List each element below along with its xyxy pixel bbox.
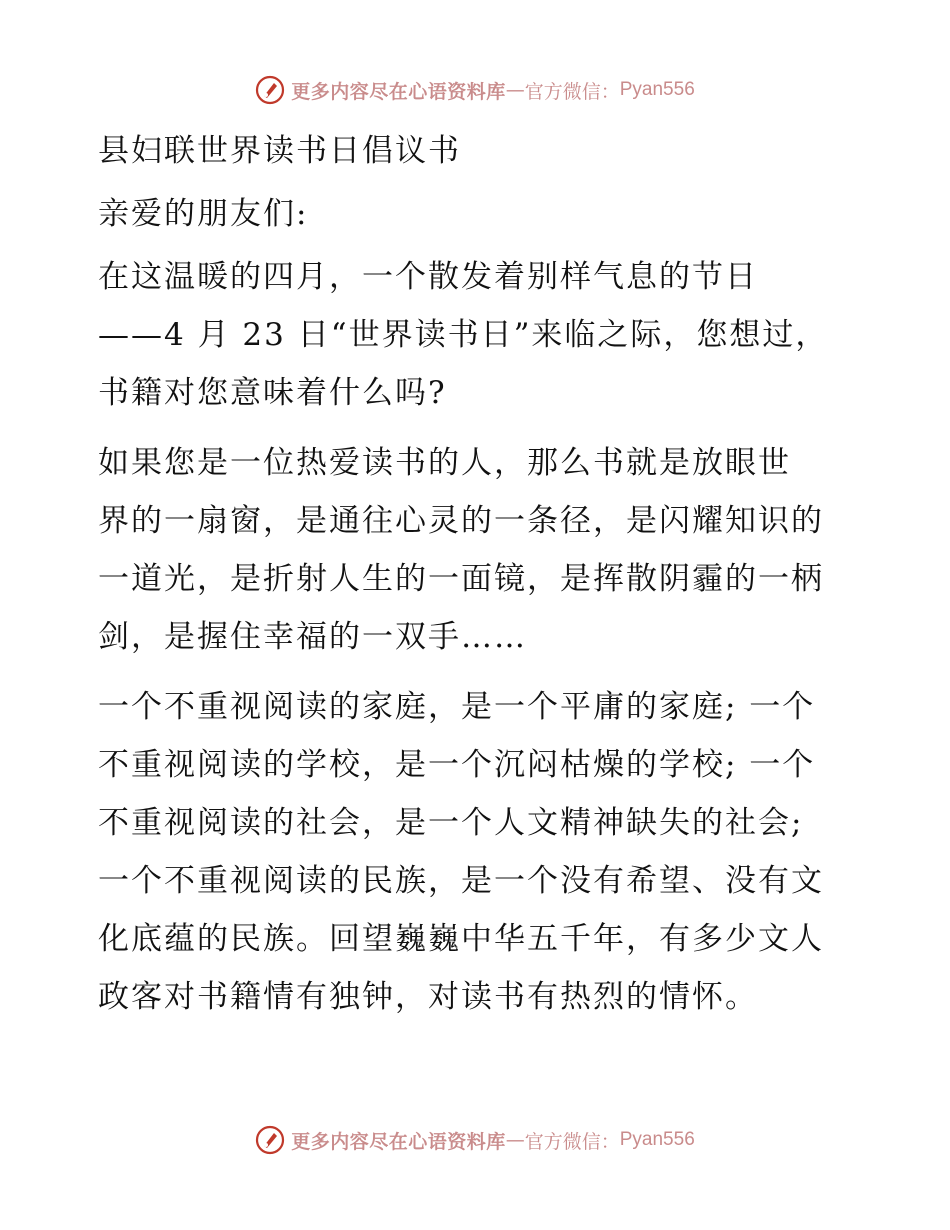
paragraph-line: 剑，是握住幸福的一双手…… <box>98 619 527 655</box>
paragraph-line: 一个不重视阅读的民族，是一个没有希望、没有文 <box>98 863 824 899</box>
banner-dash: — <box>505 1129 525 1151</box>
banner-slogan: 更多内容尽在心语资料库 <box>291 1130 506 1153</box>
paragraph-line: 书籍对您意味着什么吗? <box>98 375 447 411</box>
paragraph-line: 界的一扇窗，是通往心灵的一条径，是闪耀知识的 <box>98 503 824 539</box>
header-banner <box>0 70 950 110</box>
banner-wechat-id: Pyan556 <box>619 79 695 100</box>
greeting: 亲爱的朋友们: <box>98 196 309 232</box>
banner-slogan: 更多内容尽在心语资料库 <box>291 80 506 103</box>
footer-banner <box>0 1120 950 1160</box>
document-body <box>98 122 852 1026</box>
paragraph-line: 政客对书籍情有独钟，对读书有热烈的情怀。 <box>98 979 758 1015</box>
paragraph-line: 不重视阅读的社会，是一个人文精神缺失的社会; <box>98 805 804 841</box>
pen-nib-logo-icon <box>255 75 285 105</box>
paragraph-line: 如果您是一位热爱读书的人，那么书就是放眼世 <box>98 445 791 481</box>
banner-wechat-label: 官方微信： <box>524 80 620 103</box>
paragraph-3 <box>98 678 852 1026</box>
paragraph-1 <box>98 248 852 422</box>
document-title: 县妇联世界读书日倡议书 <box>98 133 461 169</box>
paragraph-line: 在这温暖的四月，一个散发着别样气息的节日 <box>98 259 758 295</box>
banner-dash: — <box>505 79 525 101</box>
paragraph-2 <box>98 434 852 666</box>
pen-nib-logo-icon <box>255 1125 285 1155</box>
paragraph-line: 一个不重视阅读的家庭，是一个平庸的家庭; 一个 <box>98 689 816 725</box>
paragraph-line: 不重视阅读的学校，是一个沉闷枯燥的学校; 一个 <box>98 747 816 783</box>
paragraph-line: 一道光，是折射人生的一面镜，是挥散阴霾的一柄 <box>98 561 824 597</box>
paragraph-line: 化底蕴的民族。回望巍巍中华五千年，有多少文人 <box>98 921 824 957</box>
banner-wechat-id: Pyan556 <box>619 1129 695 1150</box>
paragraph-line: ——4 月 23 日“世界读书日”来临之际，您想过， <box>98 317 829 353</box>
banner-wechat-label: 官方微信： <box>524 1130 620 1153</box>
